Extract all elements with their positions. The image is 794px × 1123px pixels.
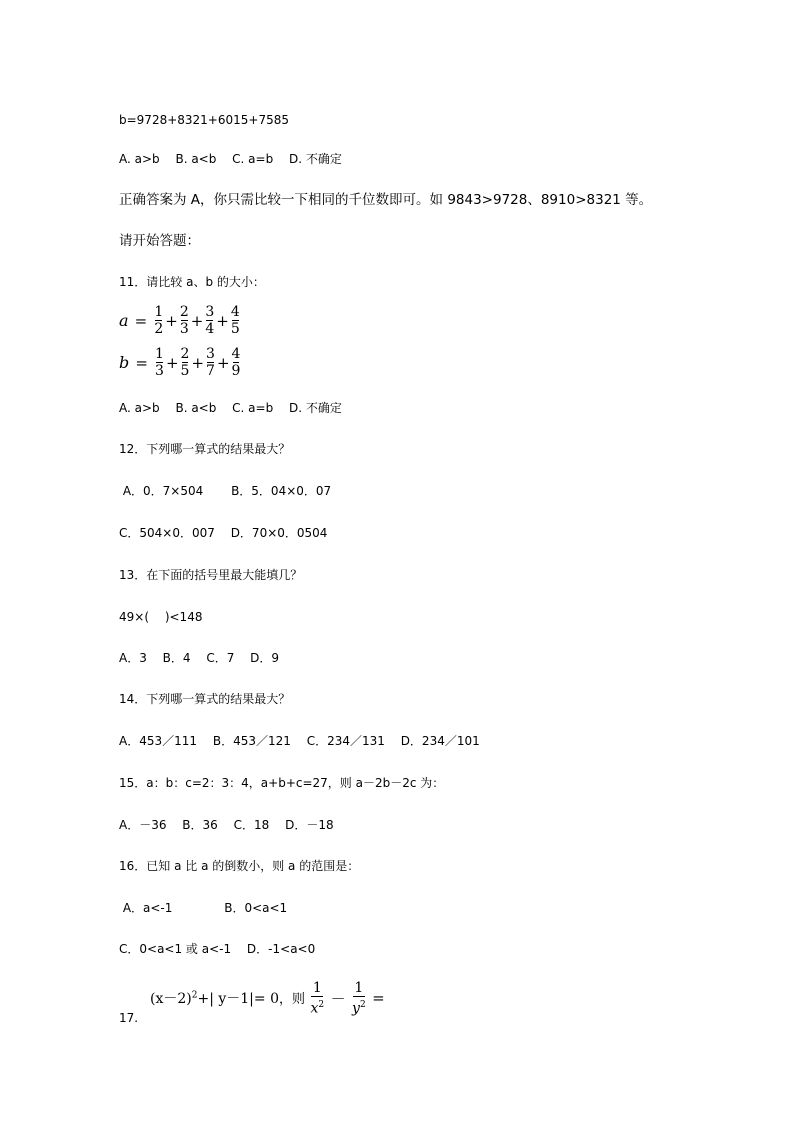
q11-b-eq: = — [135, 353, 148, 372]
q11-a-plus: + — [216, 311, 229, 330]
start-instruction: 请开始答题： — [119, 233, 200, 249]
q17-expr-mid: +| y－1|= 0 — [197, 991, 279, 1008]
q11-prompt: 11．请比较 a、b 的大小： — [119, 275, 265, 289]
q12-options-row1: A．0．7×504 B．5．04×0．07 — [119, 484, 332, 498]
q17-frac2-y: y — [352, 1000, 360, 1017]
q13-options: A．3 B．4 C．7 D．9 — [119, 651, 280, 665]
q11-b-numerator: 1 — [155, 346, 164, 362]
q11-b-var: b — [119, 353, 130, 372]
q17-eq: = — [372, 989, 385, 1008]
q17-frac-1-over-x2 — [310, 980, 324, 1017]
q11-a-plus: + — [165, 311, 178, 330]
q11-a-fraction — [205, 304, 214, 337]
q11-b-denominator: 7 — [206, 363, 215, 379]
q11-b-fraction — [206, 346, 215, 379]
q11-a-numerator: 3 — [205, 304, 215, 320]
q11-b-numerator: 3 — [206, 346, 215, 362]
q11-b-fraction — [232, 346, 241, 379]
q17-frac1-sq: 2 — [318, 1000, 325, 1010]
q11-b-fraction — [155, 346, 164, 379]
q11-b-denominator: 3 — [155, 363, 164, 379]
q12-prompt: 12．下列哪一算式的结果最大？ — [119, 442, 291, 456]
q11-b-plus: + — [191, 353, 205, 372]
q11-b-equation — [119, 346, 241, 379]
q17-frac1-x: x — [310, 1000, 319, 1017]
q17-then: ，则 — [279, 992, 306, 1008]
q17-frac2-sq: 2 — [359, 1000, 366, 1010]
q17-frac2-den — [352, 997, 366, 1017]
explanation-text: 正确答案为 A，你只需比较一下相同的千位数即可。如 9843>9728、8910>8321 等。 — [119, 192, 653, 208]
q11-a-fraction — [180, 304, 189, 337]
q17-minus: － — [330, 989, 346, 1008]
q11-a-denominator: 2 — [154, 321, 164, 337]
q11-a-var: a — [119, 311, 129, 330]
q17-frac2-num: 1 — [354, 980, 364, 996]
q11-a-plus: + — [190, 311, 204, 330]
q11-b-denominator: 5 — [180, 363, 190, 379]
q13-prompt: 13．在下面的括号里最大能填几？ — [119, 568, 303, 582]
intro-b-expression: b=9728+8321+6015+7585 — [119, 113, 289, 127]
q11-b-plus: + — [165, 353, 179, 372]
q16-prompt: 16．已知 a 比 a 的倒数小，则 a 的范围是： — [119, 859, 360, 873]
q11-b-fraction — [181, 346, 190, 379]
q17-expr-left: (x－2) — [150, 991, 192, 1008]
q17-frac-1-over-y2 — [352, 980, 366, 1017]
q15-options: A．－36 B．36 C．18 D．－18 — [119, 818, 334, 832]
q17-square: 2 — [191, 990, 198, 1001]
q11-a-numerator: 1 — [154, 304, 164, 320]
q11-b-numerator: 2 — [180, 346, 190, 362]
q15-prompt: 15．a：b：c=2：3：4，a+b+c=27，则 a－2b－2c 为： — [119, 776, 445, 790]
q13-expression: 49×( )<148 — [119, 610, 203, 624]
q11-a-eq: = — [134, 311, 148, 330]
q11-a-numerator: 2 — [179, 304, 189, 320]
q16-options-row2: C．0<a<1 或 a<-1 D．-1<a<0 — [119, 942, 316, 956]
q11-a-fraction — [154, 304, 163, 337]
example-options: A. a>b B. a<b C. a=b D. 不确定 — [119, 152, 342, 166]
q11-b-numerator: 4 — [231, 346, 241, 362]
q11-b-denominator: 9 — [231, 363, 241, 379]
q17-number: 17. — [119, 1011, 139, 1025]
q11-options: A. a>b B. a<b C. a=b D. 不确定 — [119, 401, 342, 415]
q12-options-row2: C．504×0．007 D．70×0．0504 — [119, 526, 328, 540]
q14-options: A．453／111 B．453／121 C．234／131 D．234／101 — [119, 734, 480, 748]
q17-frac1-den — [310, 997, 324, 1017]
q11-a-fraction — [231, 304, 240, 337]
q11-a-denominator: 4 — [205, 321, 215, 337]
q11-a-equation — [119, 304, 241, 337]
q11-a-denominator: 5 — [230, 321, 240, 337]
q11-b-plus: + — [216, 353, 230, 372]
q17-expression — [150, 980, 386, 1017]
q11-a-numerator: 4 — [230, 304, 240, 320]
q14-prompt: 14．下列哪一算式的结果最大？ — [119, 692, 291, 706]
q11-a-denominator: 3 — [179, 321, 189, 337]
q17-frac1-num: 1 — [312, 980, 322, 996]
q16-options-row1: A．a<-1 B．0<a<1 — [119, 901, 288, 915]
